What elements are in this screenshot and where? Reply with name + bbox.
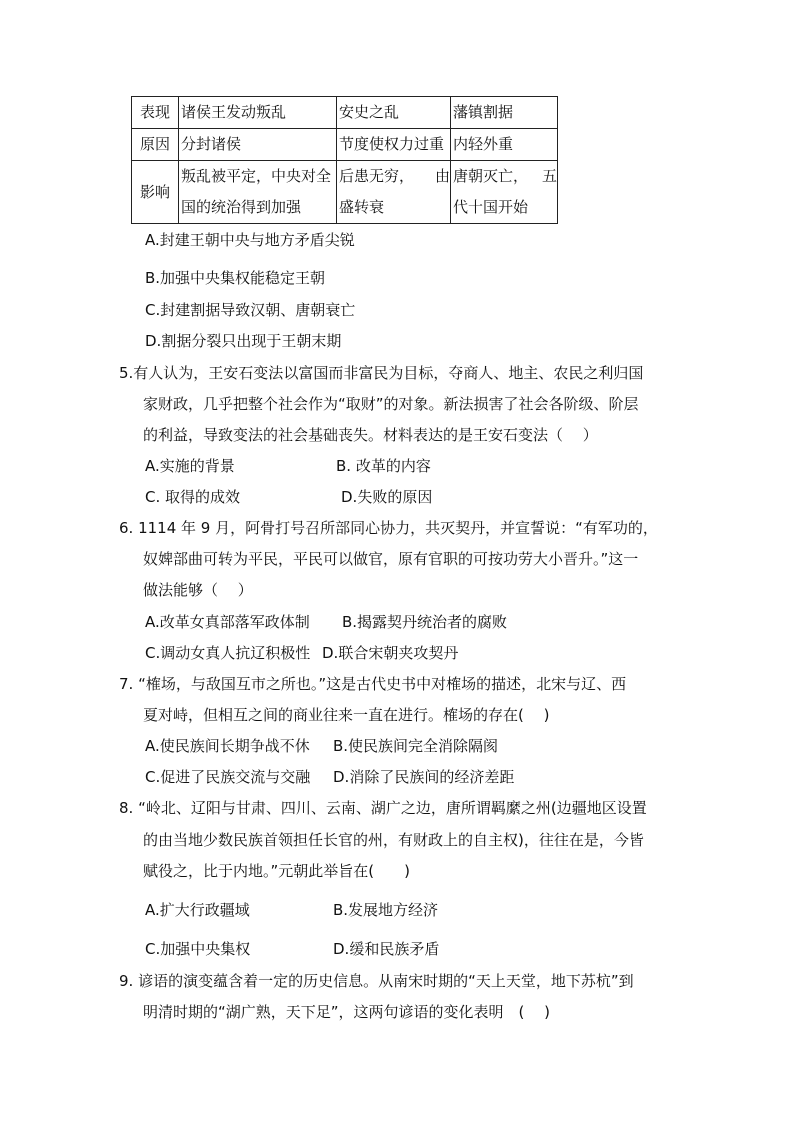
q8-option-a: A.扩大行政疆域: [145, 901, 250, 919]
q7-option-d: D.消除了民族间的经济差距: [333, 768, 515, 786]
table-row: [132, 97, 558, 129]
q7-option-b: B.使民族间完全消除隔阂: [333, 737, 499, 755]
row-header: 表现: [132, 97, 179, 129]
table-cell: 内轻外重: [451, 129, 558, 161]
q5-stem-line: 的利益，导致变法的社会基础丧失。材料表达的是王安石变法（ ）: [143, 426, 598, 444]
q4-option-c: C.封建割据导致汉朝、唐朝衰亡: [145, 301, 356, 319]
q5-option-a: A.实施的背景: [145, 457, 235, 475]
cell-text: 后患无穷，: [339, 167, 415, 185]
cell-text: 唐朝灭亡，: [453, 167, 529, 185]
table-cell: [179, 161, 337, 224]
q7-option-a: A.使民族间长期争战不休: [145, 737, 310, 755]
row-header: 原因: [132, 129, 179, 161]
q7-stem-line: 夏对峙，但相互之间的商业往来一直在进行。榷场的存在( ): [143, 706, 550, 724]
q5-option-d: D.失败的原因: [341, 488, 433, 506]
cell-text: 五: [541, 167, 557, 185]
q4-option-a: A.封建王朝中央与地方矛盾尖锐: [145, 231, 355, 249]
q5-stem-line: 5.有人认为，王安石变法以富国而非富民为目标，夺商人、地主、农民之利归国: [119, 364, 644, 382]
q6-stem-line: 做法能够（ ）: [143, 581, 253, 599]
q4-option-b: B.加强中央集权能稳定王朝: [145, 269, 326, 287]
q6-stem-line: 奴婢部曲可转为平民，平民可以做官，原有官职的可按功劳大小晋升。”这一: [143, 550, 639, 568]
q5-stem-line: 家财政，几乎把整个社会作为“取财”的对象。新法损害了社会各阶级、阶层: [143, 395, 639, 413]
q8-stem-line: 的由当地少数民族首领担任长官的州，有财政上的自主权)，往往在是，今皆: [143, 831, 644, 849]
table-cell: 诸侯王发动叛乱: [179, 97, 337, 129]
q8-stem-line: 赋役之，比于内地。”元朝此举旨在( ): [143, 862, 410, 880]
table-cell: 节度使权力过重: [337, 129, 451, 161]
q5-option-c: C. 取得的成效: [145, 488, 241, 506]
q7-option-c: C.促进了民族交流与交融: [145, 768, 311, 786]
row-header: 影响: [132, 161, 179, 224]
table-cell: 安史之乱: [337, 97, 451, 129]
q6-option-d: D.联合宋朝夹攻契丹: [322, 644, 459, 662]
cell-text: 由: [434, 167, 450, 185]
q7-stem-line: 7. “榷场，与敌国互市之所也。”这是古代史书中对榷场的描述，北宋与辽、西: [119, 675, 627, 693]
cell-line: 盛转衰: [339, 198, 385, 216]
cell-line: 叛乱被平定，中央对全: [181, 167, 332, 185]
table-row: [132, 129, 558, 161]
table-cell: [451, 161, 558, 224]
table-cell: 分封诸侯: [179, 129, 337, 161]
cell-line: [453, 161, 557, 192]
cell-line: 代十国开始: [453, 198, 529, 216]
q9-stem-line: 明清时期的“湖广熟，天下足”，这两句谚语的变化表明 ( ): [143, 1003, 551, 1021]
q8-stem-line: 8. “岭北、辽阳与甘肃、四川、云南、湖广之边，唐所谓羁縻之州(边疆地区设置: [119, 799, 647, 817]
q9-stem-line: 9. 谚语的演变蕴含着一定的历史信息。从南宋时期的“天上天堂，地下苏杭”到: [119, 972, 634, 990]
q5-option-b: B. 改革的内容: [336, 457, 431, 475]
q6-option-b: B.揭露契丹统治者的腐败: [342, 613, 508, 631]
q6-stem-line: 6. 1114 年 9 月，阿骨打号召所部同心协力，共灭契丹，并宣誓说：“有军功的，: [119, 519, 658, 537]
q6-option-a: A.改革女真部落军政体制: [145, 613, 310, 631]
cell-line: 国的统治得到加强: [181, 198, 302, 216]
table-cell: 藩镇割据: [451, 97, 558, 129]
q6-option-c: C.调动女真人抗辽积极性: [145, 644, 311, 662]
table-cell: [337, 161, 451, 224]
table-row: [132, 161, 558, 224]
q8-option-d: D.缓和民族矛盾: [333, 940, 440, 958]
comparison-table: [131, 96, 558, 224]
cell-line: [339, 161, 450, 192]
q8-option-c: C.加强中央集权: [145, 940, 251, 958]
q8-option-b: B.发展地方经济: [333, 901, 439, 919]
q4-option-d: D.割据分裂只出现于王朝末期: [145, 332, 342, 350]
